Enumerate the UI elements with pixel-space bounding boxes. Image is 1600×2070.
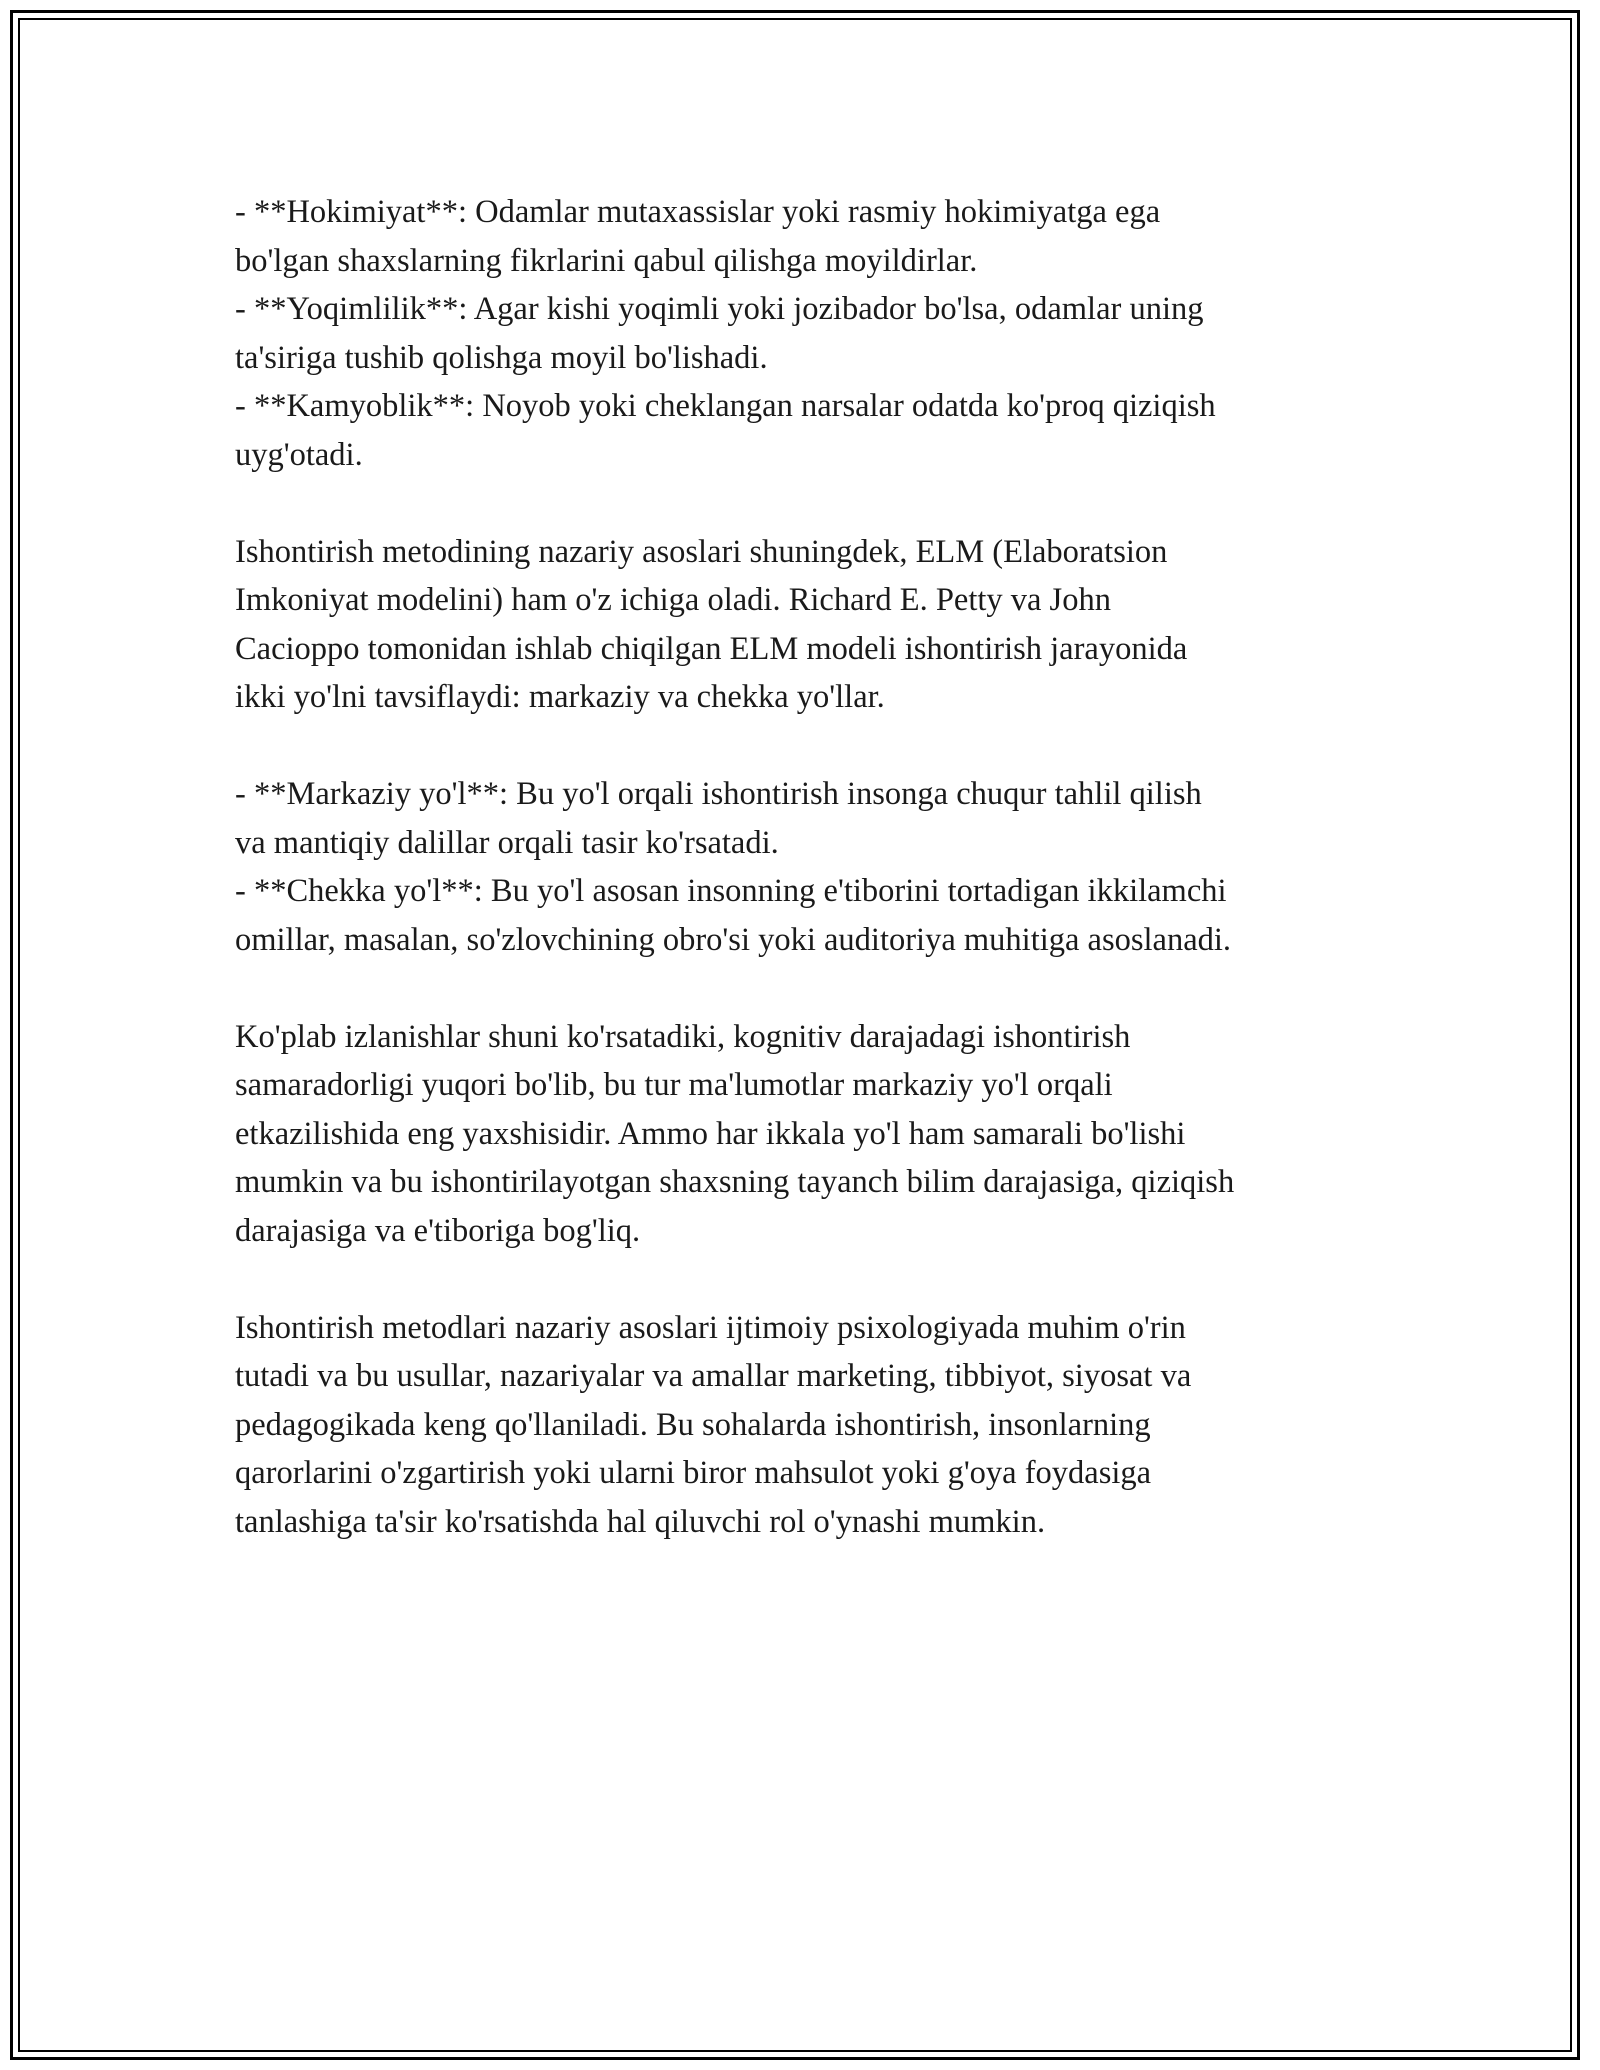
text-line: qarorlarini o'zgartirish yoki ularni biror mahsulot yoki g'oya foydasiga	[235, 1455, 1152, 1491]
paragraph-elm-model	[235, 528, 1395, 722]
text-line: etkazilishida eng yaxshisidir. Ammo har ikkala yo'l ham samarali bo'lishi	[235, 1115, 1186, 1152]
text-line: omillar, masalan, so'zlovchining obro'si yoki auditoriya muhitiga asoslanadi.	[235, 921, 1232, 958]
paragraph-routes	[235, 770, 1395, 964]
text-line: ta'siriga tushib qolishga moyil bo'lishadi.	[235, 339, 768, 376]
text-line: bo'lgan shaxslarning fikrlarini qabul qilishga moyildirlar.	[235, 242, 978, 279]
text-line: Ishontirish metodining nazariy asoslari shuningdek, ELM (Elaboratsion	[235, 533, 1168, 570]
text-line: mumkin va bu ishontirilayotgan shaxsning tayanch bilim darajasiga, qiziqish	[235, 1164, 1235, 1200]
text-line: - **Chekka yo'l**: Bu yo'l asosan insonning e'tiborini tortadigan ikkilamchi	[235, 873, 1227, 909]
document-body	[235, 188, 1395, 1595]
text-line: uyg'otadi.	[235, 436, 363, 473]
text-line: va mantiqiy dalillar orqali tasir ko'rsatadi.	[235, 824, 779, 861]
paragraph-conclusion	[235, 1304, 1395, 1547]
text-line: - **Hokimiyat**: Odamlar mutaxassislar yoki rasmiy hokimiyatga ega	[235, 194, 1161, 230]
text-line: Ko'plab izlanishlar shuni ko'rsatadiki, kognitiv darajadagi ishontirish	[235, 1018, 1131, 1055]
text-line: Cacioppo tomonidan ishlab chiqilgan ELM modeli ishontirish jarayonida	[235, 630, 1188, 667]
paragraph-research	[235, 1013, 1395, 1256]
text-line: samaradorligi yuqori bo'lib, bu tur ma'lumotlar markaziy yo'l orqali	[235, 1067, 1113, 1103]
paragraph-persuasion-principles	[235, 188, 1395, 479]
text-line: Ishontirish metodlari nazariy asoslari ijtimoiy psixologiyada muhim o'rin	[235, 1309, 1186, 1346]
text-line: darajasiga va e'tiboriga bog'liq.	[235, 1212, 641, 1249]
text-line: tanlashiga ta'sir ko'rsatishda hal qiluvchi rol o'ynashi mumkin.	[235, 1503, 1046, 1540]
text-line: ikki yo'lni tavsiflaydi: markaziy va chekka yo'llar.	[235, 679, 885, 715]
text-line: tutadi va bu usullar, nazariyalar va amallar marketing, tibbiyot, siyosat va	[235, 1358, 1192, 1394]
text-line: - **Yoqimlilik**: Agar kishi yoqimli yoki jozibador bo'lsa, odamlar uning	[235, 291, 1204, 327]
text-line: - **Kamyoblik**: Noyob yoki cheklangan narsalar odatda ko'proq qiziqish	[235, 388, 1216, 424]
text-line: - **Markaziy yo'l**: Bu yo'l orqali ishontirish insonga chuqur tahlil qilish	[235, 776, 1202, 812]
text-line: pedagogikada keng qo'llaniladi. Bu sohalarda ishontirish, insonlarning	[235, 1406, 1151, 1443]
text-line: Imkoniyat modelini) ham o'z ichiga oladi. Richard E. Petty va John	[235, 582, 1111, 618]
